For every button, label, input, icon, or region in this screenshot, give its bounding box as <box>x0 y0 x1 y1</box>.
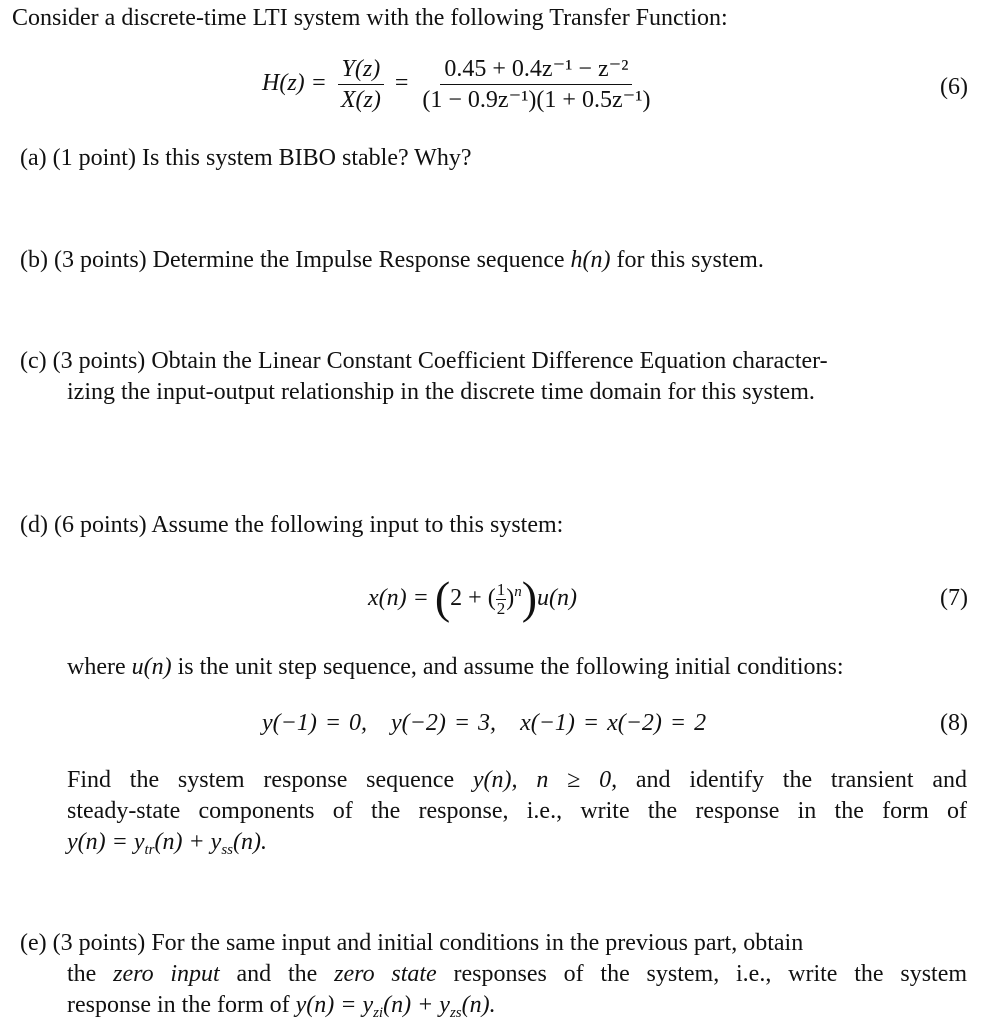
right-paren: ) <box>521 572 538 623</box>
sub-zi: zi <box>373 1005 384 1021</box>
part-a-label: (a) <box>20 145 47 171</box>
eq6-frac1-den: X(z) <box>340 87 381 113</box>
eq6-lhs: H(z) = <box>262 70 327 97</box>
part-b-points: (3 points) <box>53 247 147 273</box>
equation-7: x(n) = (2 + ( $\frac{1}{2}$ )$^n$)u(n) <box>368 572 578 623</box>
eq8-label: (8) <box>940 710 968 736</box>
part-c <box>20 347 828 375</box>
eq6-label: (6) <box>940 74 968 100</box>
part-e-label: (e) <box>20 930 47 956</box>
eq7-rhs: u(n) <box>537 585 578 611</box>
intro-text: Consider a discrete-time LTI system with the following Transfer Function: <box>12 5 728 31</box>
eq8-c1: y(−1) = 0, <box>262 710 368 736</box>
eq7-label: (7) <box>940 585 968 611</box>
eq7-two: 2 + <box>450 585 482 611</box>
e-rest: responses of the system, i.e., write the system <box>453 961 968 987</box>
part-d <box>20 511 563 539</box>
part-b-text: Determine the Impulse Response sequence <box>152 247 565 273</box>
sub-tr: tr <box>144 842 155 858</box>
eq6-frac2-num: 0.45 + 0.4z⁻¹ − z⁻² <box>440 54 632 85</box>
e-zero-input: zero input <box>113 961 220 987</box>
eq7-half <box>496 581 507 618</box>
part-d-points: (6 points) <box>53 512 147 538</box>
part-b-label: (b) <box>20 247 48 273</box>
part-d-find-line2: steady-state components of the response, i.e., write the response in the form of <box>67 798 967 824</box>
eq6-frac2-den: (1 − 0.9z⁻¹)(1 + 0.5z⁻¹) <box>422 87 651 113</box>
e-y-eq: y(n) = y <box>295 992 374 1018</box>
part-e-line1: For the same input and initial conditions in the previous part, obtain <box>151 930 804 956</box>
eq8-c2: y(−2) = 3, <box>391 710 497 736</box>
sub-ss: ss <box>221 842 234 858</box>
eq8-c3: x(−1) = x(−2) = 2 <box>520 710 707 736</box>
e-the: the <box>67 961 97 987</box>
part-e-line3 <box>67 991 496 1019</box>
equation-6 <box>262 54 658 115</box>
part-b-text-end: for this system. <box>616 247 764 273</box>
where-text-end: is the unit step sequence, and assume the following initial conditions: <box>177 654 844 680</box>
part-c-line1: Obtain the Linear Constant Coefficient Difference Equation character- <box>151 348 828 374</box>
find-math-y: y(n), <box>472 767 518 793</box>
find-plus: (n) + y <box>154 829 222 855</box>
eq6-equals: = <box>394 70 409 97</box>
part-a <box>20 144 472 172</box>
part-e-line2 <box>67 960 967 988</box>
part-e <box>20 929 803 957</box>
part-b-math: h(n) <box>570 247 611 273</box>
part-c-line2: izing the input-output relationship in the discrete time domain for this system. <box>67 379 815 405</box>
eq6-frac1 <box>337 54 385 115</box>
part-d-find-line1 <box>67 766 967 794</box>
part-d-text: Assume the following input to this system: <box>151 512 564 538</box>
e-plus: (n) + y <box>383 992 450 1018</box>
find-math-n: n ≥ 0, <box>536 767 618 793</box>
part-d-where <box>67 653 844 681</box>
part-c-label: (c) <box>20 348 47 374</box>
eq6-frac2 <box>418 54 654 115</box>
part-d-label: (d) <box>20 512 48 538</box>
e-form-text: response in the form of <box>67 992 290 1018</box>
eq6-frac1-num: Y(z) <box>338 54 385 85</box>
eq7-lhs: x(n) = <box>368 585 429 611</box>
part-a-text: Is this system BIBO stable? Why? <box>141 145 472 171</box>
equation-8 <box>262 709 706 737</box>
find-y-eq: y(n) = y <box>67 829 145 855</box>
where-text: where <box>67 654 126 680</box>
find-text-end: and identify the transient and <box>635 767 967 793</box>
part-b <box>20 246 764 274</box>
eq7-half-num: 1 <box>496 579 506 599</box>
e-zero-state: zero state <box>334 961 437 987</box>
part-d-find-line3 <box>67 828 267 856</box>
find-text: Find the system response sequence <box>67 767 455 793</box>
part-a-points: (1 point) <box>52 145 136 171</box>
left-paren: ( <box>434 572 451 623</box>
sub-zs: zs <box>449 1005 462 1021</box>
e-end: (n). <box>461 992 496 1018</box>
eq7-half-den: 2 <box>496 598 506 618</box>
e-and-the: and the <box>236 961 318 987</box>
part-c-points: (3 points) <box>52 348 146 374</box>
eq7-exp: n <box>514 584 522 600</box>
find-end: (n). <box>233 829 268 855</box>
part-e-points: (3 points) <box>52 930 146 956</box>
where-math: u(n) <box>131 654 172 680</box>
